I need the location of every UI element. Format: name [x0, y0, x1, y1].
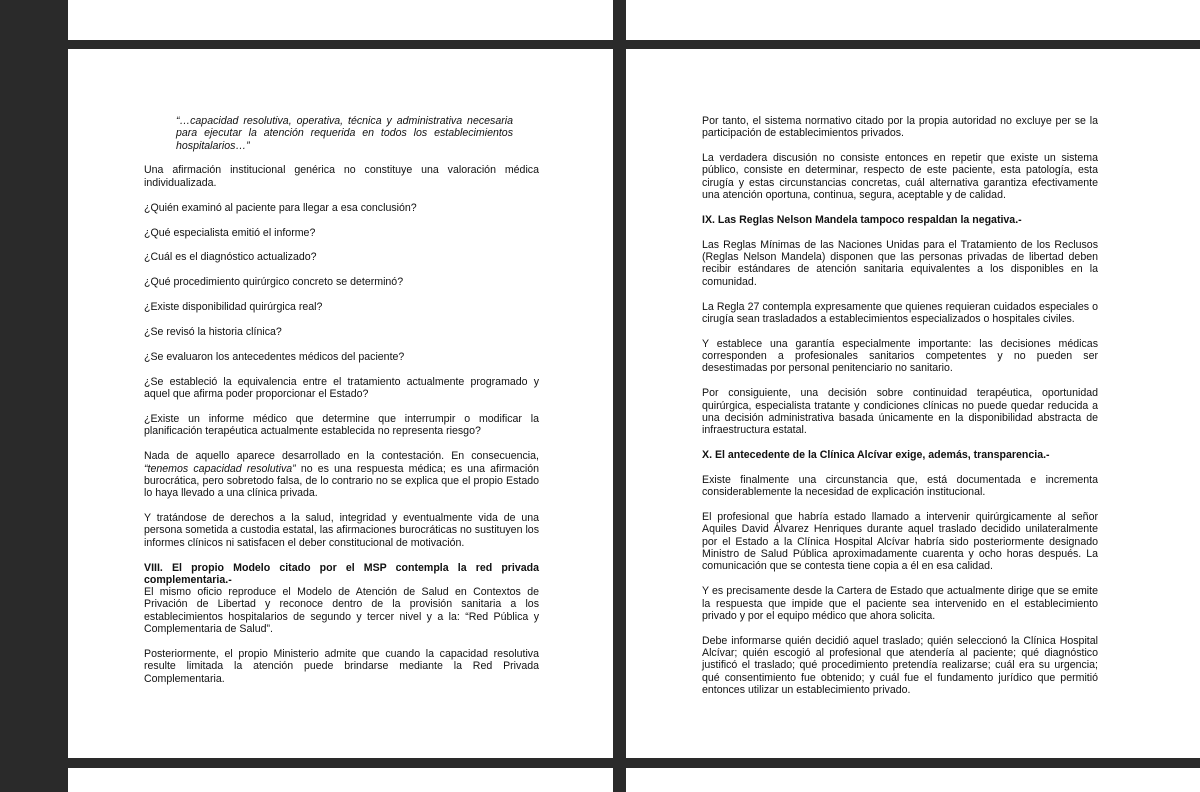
section-heading-ix: IX. Las Reglas Nelson Mandela tampoco respaldan la negativa.- — [702, 213, 1022, 226]
question: ¿Se evaluaron los antecedentes médicos del paciente? — [144, 351, 405, 364]
paragraph: Por tanto, el sistema normativo citado por la propia autoridad no excluye per se la participación de establecimientos privados. — [702, 115, 1098, 140]
section-heading-x: X. El antecedente de la Clínica Alcívar exige, además, transparencia.- — [702, 449, 1050, 462]
document-page-left — [68, 49, 613, 758]
paragraph: La verdadera discusión no consiste entonces en repetir que existe un sistema público, consiste en determinar, respecto de este paciente, esta patología, esta cirugía y estas circunstancias concretas, cuál alternativa garantiza efectivamente una atención oportuna, continua, segura, aceptable y de calidad. — [702, 152, 1098, 202]
question: ¿Quién examinó al paciente para llegar a esa conclusión? — [144, 201, 417, 214]
text-span: no es una respuesta médica; es una afirmación burocrática, pero sobretodo falsa, de lo contrario no se explica que el propio Estado lo haya llevado a una clínica privada. — [144, 462, 540, 500]
previous-page-left — [68, 0, 613, 40]
text-span: Nada de aquello aparece desarrollado en la contestación. En consecuencia, — [144, 450, 539, 463]
paragraph: Existe finalmente una circunstancia que, está documentada e incrementa considerablemente la necesidad de explicación institucional. — [702, 473, 1098, 499]
paragraph: Debe informarse quién decidió aquel traslado; quién seleccionó la Clínica Hospital Alcívar; quién escogió al profesional que atendería al paciente; qué diagnóstico justificó el traslado; qué procedimiento pretendía realizarse; cuál era su urgencia; qué consentimiento fue obtenido; y cuál fue el fundamento jurídico que permitió entonces utilizar un establecimiento privado. — [702, 634, 1098, 696]
paragraph: La Regla 27 contempla expresamente que quienes requieran cuidados especiales o cirugía sean trasladados a establecimientos especializados o hospitales civiles. — [702, 300, 1098, 325]
paragraph: El mismo oficio reproduce el Modelo de Atención de Salud en Contextos de Privación de Libertad y reconoce dentro de la provisión sanitaria a los establecimientos hospitalarios de segundo y tercer nivel y a la: “Red Pública y Complementaria de Salud”. — [144, 586, 539, 636]
question: ¿Qué procedimiento quirúrgico concreto se determinó? — [144, 276, 404, 289]
question: ¿Cuál es el diagnóstico actualizado? — [144, 251, 317, 264]
previous-page-right — [626, 0, 1200, 40]
question: ¿Existe un informe médico que determine que interrumpir o modificar la planificación terapéutica actualmente establecida no representa riesgo? — [144, 413, 539, 438]
question: ¿Se revisó la historia clínica? — [144, 326, 282, 339]
paragraph: Una afirmación institucional genérica no constituye una valoración médica individualizada. — [144, 164, 539, 189]
paragraph: El profesional que habría estado llamado a intervenir quirúrgicamente al señor Aquiles David Álvarez Henriques durante aquel traslado decidido unilateralmente por el Estado a la Clínica Hospital Alcívar habría sido posteriormente designado Ministro de Salud Pública aproximadamente cuarenta y ocho horas después. La comunicación que se contesta tiene copia a él en esa calidad. — [702, 511, 1098, 573]
paragraph: Y establece una garantía especialmente importante: las decisiones médicas corresponden a profesionales sanitarios competentes y no pueden ser desestimadas por personal penitenciario no sanitario. — [702, 337, 1098, 375]
paragraph: Las Reglas Mínimas de las Naciones Unidas para el Tratamiento de los Reclusos (Reglas Nelson Mandela) disponen que las personas privadas de libertad deben recibir estándares de atención sanitaria equivalentes a los disponibles en la comunidad. — [702, 238, 1098, 288]
next-page-right — [626, 768, 1200, 792]
paragraph: Por consiguiente, una decisión sobre continuidad terapéutica, oportunidad quirúrgica, especialista tratante y condiciones clínicas no puede quedar reducida a una decisión administrativa basada únicamente en la disponibilidad abstracta de infraestructura estatal. — [702, 387, 1098, 437]
question: ¿Existe disponibilidad quirúrgica real? — [144, 301, 323, 314]
paragraph: Y tratándose de derechos a la salud, integridad y eventualmente vida de una persona sometida a custodia estatal, las afirmaciones burocráticas no sustituyen los informes clínicos ni satisfacen el deber constitucional de motivación. — [144, 512, 539, 549]
question: ¿Qué especialista emitió el informe? — [144, 226, 316, 239]
paragraph: Posteriormente, el propio Ministerio admite que cuando la capacidad resolutiva resulte limitada la atención puede brindarse mediante la Red Privada Complementaria. — [144, 647, 539, 685]
document-page-right — [626, 49, 1200, 758]
right-text-column — [702, 115, 1098, 709]
quote-paragraph: “…capacidad resolutiva, operativa, técnica y administrativa necesaria para ejecutar la atención requerida en todos los establecimientos hospitalarios…” — [176, 115, 513, 152]
paragraph — [144, 450, 539, 499]
next-page-left — [68, 768, 613, 792]
section-heading-viii: VIII. El propio Modelo citado por el MSP contempla la red privada complementaria.- — [144, 561, 539, 586]
question: ¿Se estableció la equivalencia entre el tratamiento actualmente programado y aquel que afirma poder proporcionar el Estado? — [144, 375, 539, 401]
paragraph: Y es precisamente desde la Cartera de Estado que actualmente dirige que se emite la respuesta que impide que el paciente sea intervenido en el establecimiento privado y por el equipo médico que ahora solicita. — [702, 585, 1098, 622]
italic-quote: “tenemos capacidad resolutiva” — [144, 462, 296, 475]
left-text-column — [144, 115, 539, 697]
